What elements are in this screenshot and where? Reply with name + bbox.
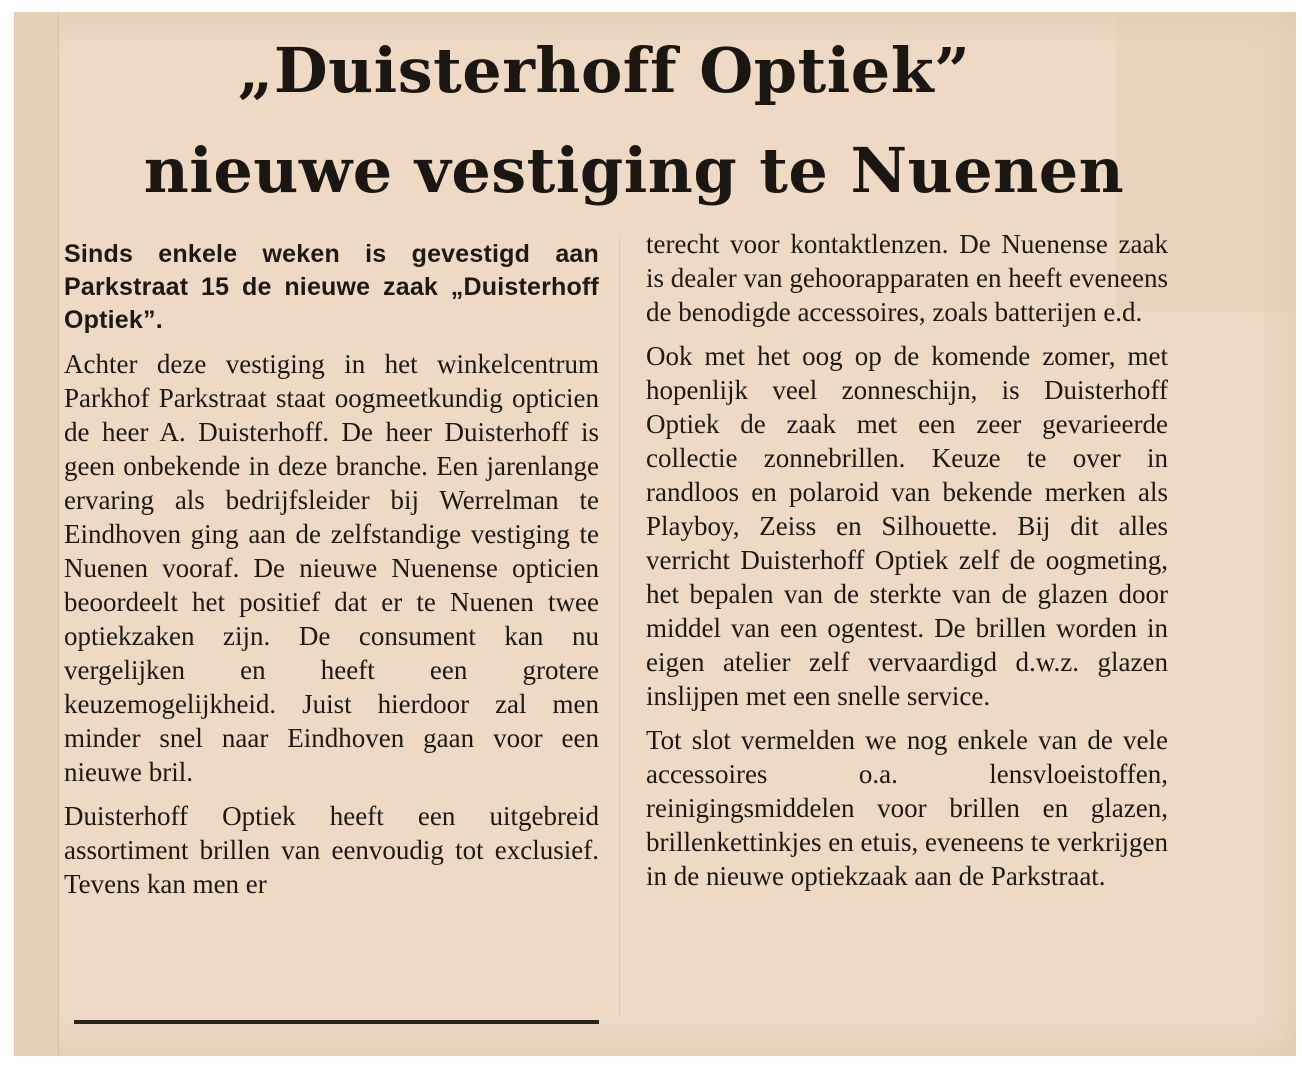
right-column [646,227,1168,903]
left-column [64,238,599,911]
newspaper-clipping [14,12,1296,1056]
body-paragraph: Tot slot vermelden we nog enkele van de vele accessoires o.a. lensvloeistoffen, reinigingsmiddelen voor brillen en glazen, brillenkettinkjes en etuis, eveneens te verkrijgen in de nieuwe optiekzaak aan de Parkstraat. [646,725,1168,891]
body-paragraph: Duisterhoff Optiek heeft een uitgebreid assortiment brillen van eenvoudig tot exclusief. Tevens kan men er [64,801,599,899]
body-paragraph: Achter deze vestiging in het winkelcentrum Parkhof Parkstraat staat oogmeetkundig opticien de heer A. Duisterhoff. De heer Duisterhoff is geen onbekende in deze branche. Een jarenlange ervaring als bedrijfsleider bij Werrelman te Eindhoven ging aan de zelfstandige vestiging te Nuenen vooraf. De nieuwe Nuenense opticien beoordeelt het positief dat er te Nuenen twee optiekzaken zijn. De consument kan nu vergelijken en heeft een grotere keuzemogelijkheid. Juist hierdoor zal men minder snel naar Eindhoven gaan voor een nieuwe bril. [64,349,599,787]
body-paragraph: Ook met het oog op de komende zomer, met hopenlijk veel zonneschijn, is Duisterhoff Optiek de zaak met een zeer gevarieerde collectie zonnebrillen. Keuze te over in randloos en polaroid van bekende merken als Playboy, Zeiss en Silhouette. Bij dit alles verricht Duisterhoff Optiek zelf de oogmeting, het bepalen van de sterkte van de glazen door middel van een ogentest. De brillen worden in eigen atelier zelf vervaardigd d.w.z. glazen inslijpen met een snelle service. [646,341,1168,711]
headline-line-1: „Duisterhoff Optiek” [237,34,971,107]
column-divider [619,237,620,1017]
body-paragraph: terecht voor kontaktlenzen. De Nuenense zaak is dealer van gehoorapparaten en heeft eveneens de benodigde accessoires, zoals batterijen e.d. [646,229,1168,327]
adjacent-column-strip [14,12,59,1056]
lead-paragraph: Sinds enkele weken is gevestigd aan Parkstraat 15 de nieuwe zaak „Duisterhoff Optiek”. [64,240,599,334]
end-rule [74,1020,599,1024]
headline-line-2: nieuwe vestiging te Nuenen [143,134,1125,207]
